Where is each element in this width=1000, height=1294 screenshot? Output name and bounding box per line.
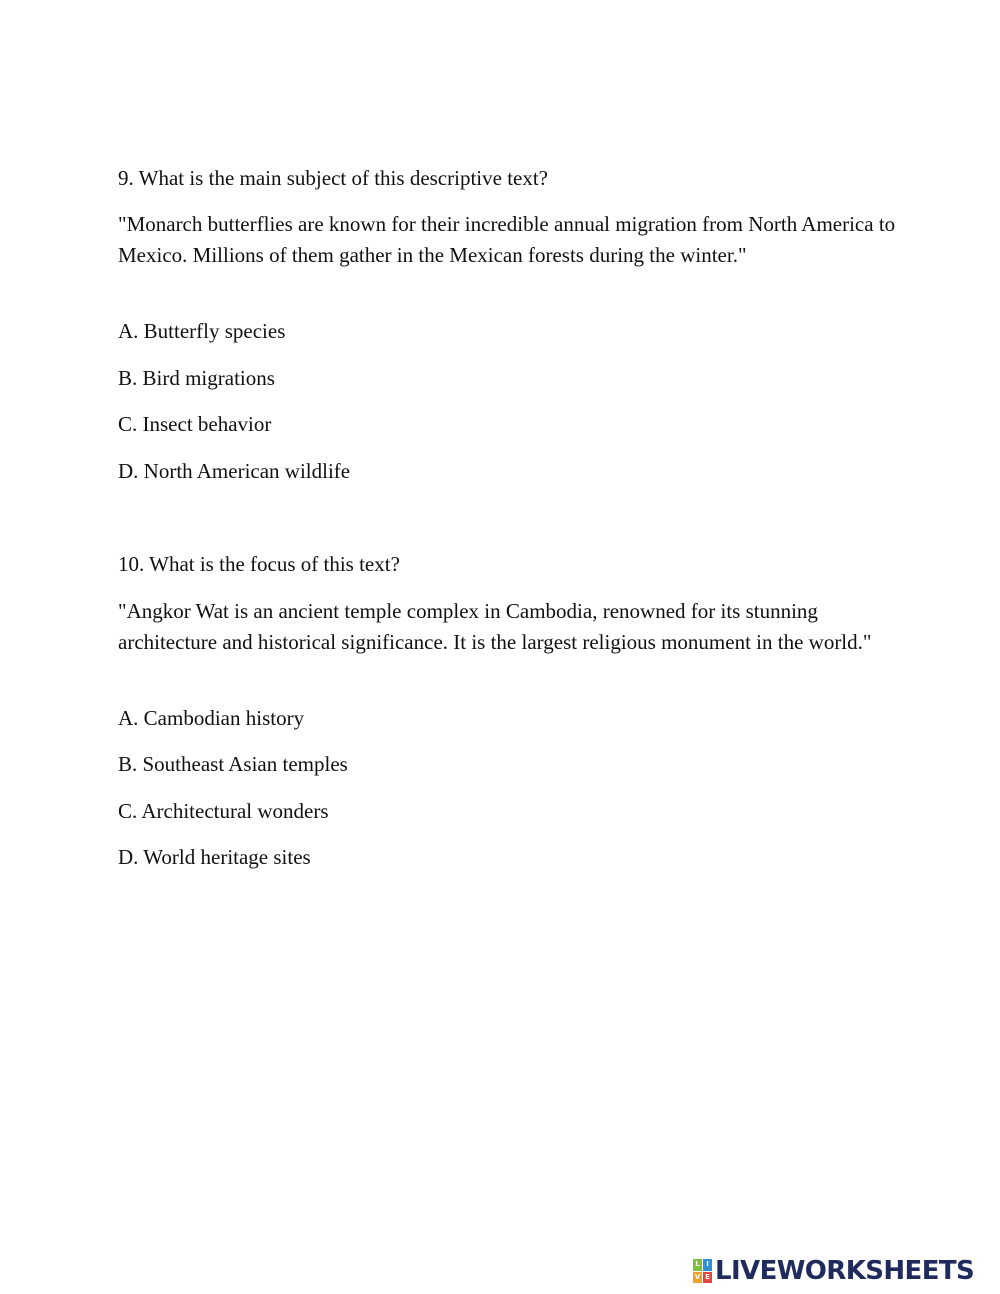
question-10-option-b: B. Southeast Asian temples <box>118 752 348 776</box>
logo-tile-l: L <box>693 1259 702 1271</box>
question-10-passage: "Angkor Wat is an ancient temple complex in Cambodia, renowned for its stunning architecture and historical significance. It is the largest religious monument in the world." <box>118 599 872 654</box>
logo-tile-i: I <box>703 1259 712 1271</box>
question-9-option-a: A. Butterfly species <box>118 319 286 343</box>
question-10-option-c: C. Architectural wonders <box>118 799 329 823</box>
question-9-prompt: 9. What is the main subject of this descriptive text? <box>118 166 549 190</box>
logo-wordmark: LIVEWORKSHEETS <box>715 1256 975 1286</box>
liveworksheets-logo <box>693 1256 974 1286</box>
question-10-option-a: A. Cambodian history <box>118 706 305 730</box>
question-10-option-d: D. World heritage sites <box>118 845 311 869</box>
question-9-option-c: C. Insect behavior <box>118 412 272 436</box>
question-10-prompt: 10. What is the focus of this text? <box>118 552 400 576</box>
logo-tile-v: V <box>693 1272 702 1284</box>
logo-tiles-icon <box>693 1259 712 1283</box>
question-9-passage: "Monarch butterflies are known for their incredible annual migration from North America to Mexico. Millions of them gather in the Mexican forests during the winter." <box>118 212 896 267</box>
question-9-option-b: B. Bird migrations <box>118 366 275 390</box>
question-9-option-d: D. North American wildlife <box>118 459 351 483</box>
logo-tile-e: E <box>703 1272 712 1284</box>
